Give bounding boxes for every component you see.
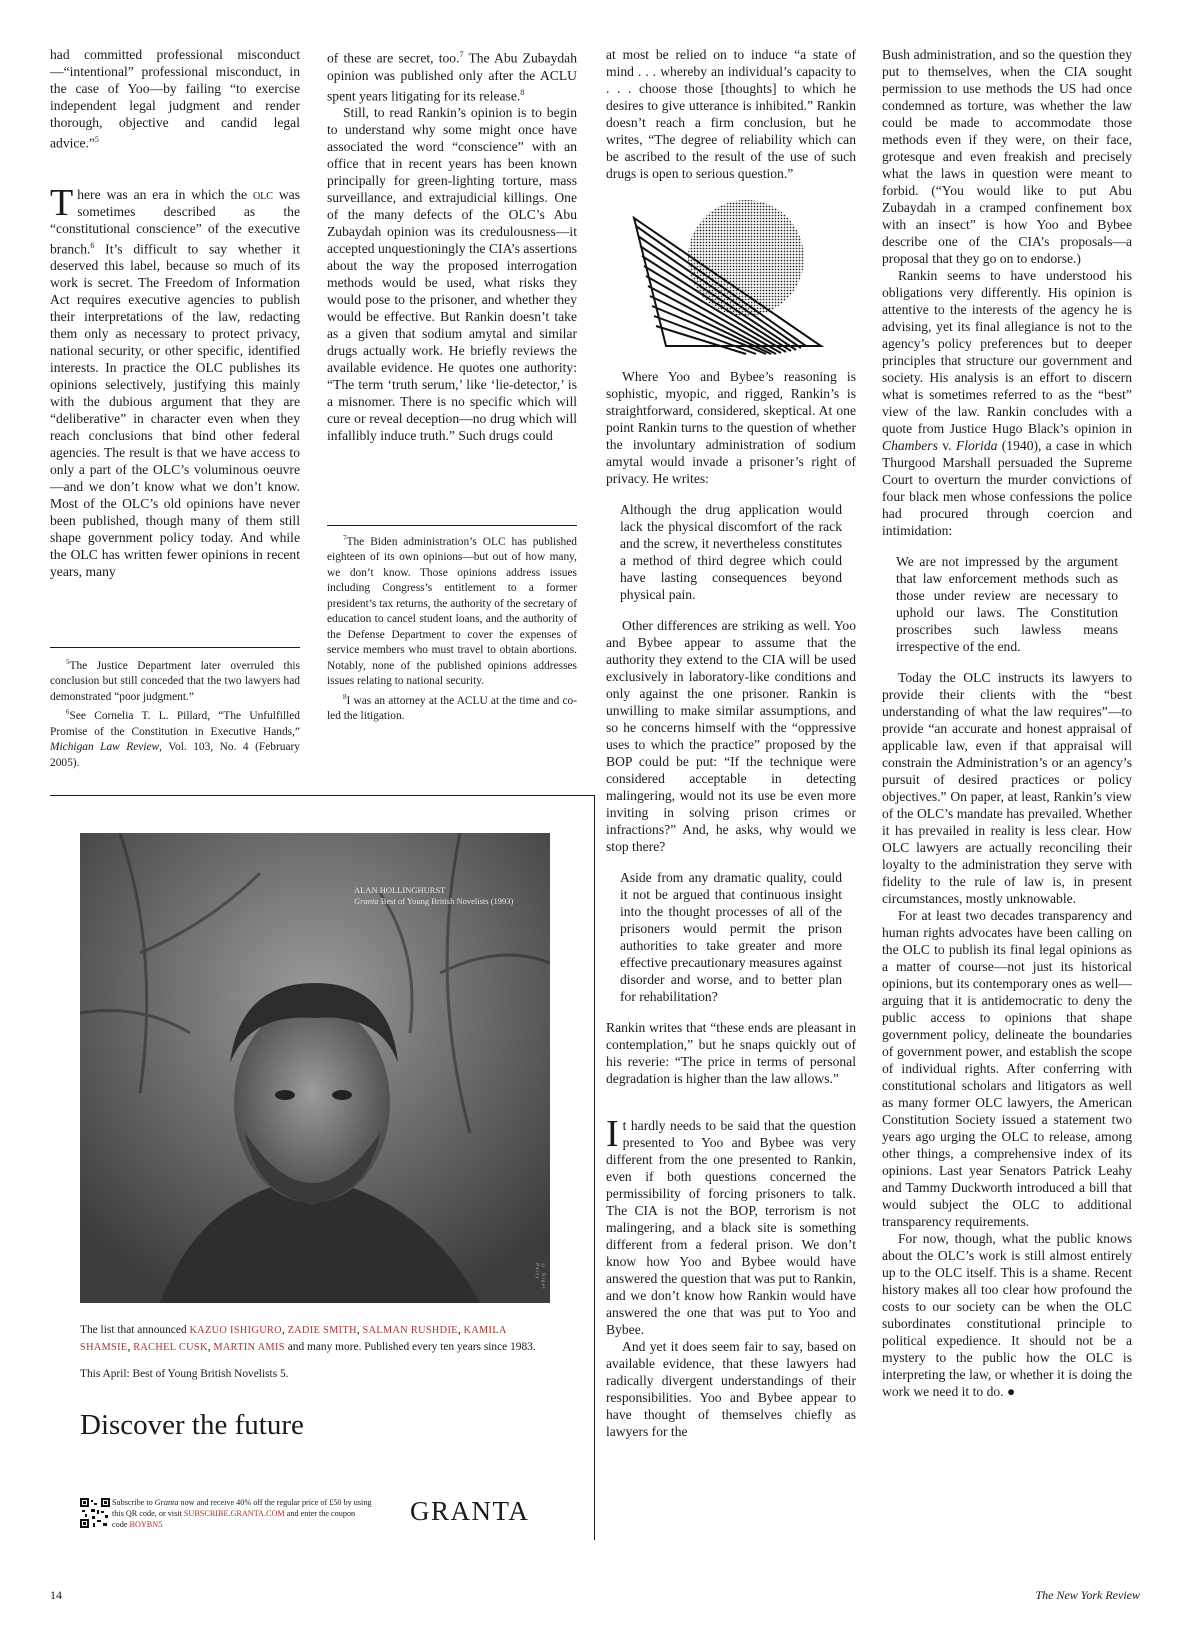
paragraph: Today the OLC instructs its lawyers to provide their clients with the “best understanding of what the law requires”—to provide “an accurate and honest appraisal of applicable law, even if that appraisal will constrain the Administration’s or an agency’s pursuit of desired practices or policy objectives.” On paper, at least, Rankin’s view of the OLC’s mandate has prevailed. Whether it has prevailed in reality is less clear. How OLC lawyers are actually reconciling their loyalty to the administration they serve with fidelity to the rule of law is, in present circumstances, mostly unknowable.	[882, 670, 1132, 906]
paragraph: It hardly needs to be said that the question presented to Yoo and Bybee was very different from the one presented to Rankin, even if both questions concerned the permissibility of forcing prisoners to talk. The CIA is not the BOP, terrorism is not malingering, and a black site is something different from a federal prison. We don’t know how Yoo and Bybee would have answered the question that was put to Rankin, and we don’t know how Rankin would have answered the one that was put to Yoo and Bybee.	[606, 1113, 856, 1337]
author-portrait-photo	[80, 833, 550, 1303]
subscribe-text: Subscribe to Granta now and receive 40% off the regular price of £50 by using this QR code, or visit SUBSCRIBE.GRANTA.COM and enter the coupon code BOYBN5	[112, 1498, 372, 1529]
page-number: 14	[50, 1588, 62, 1602]
end-mark-icon: ●	[1006, 1384, 1016, 1399]
footnote: $^8$I was an attorney at the ACLU at the time and co-led the litigation.	[327, 692, 577, 723]
paragraph: Other differences are striking as well. Yoo and Bybee appear to assume that the authority they extend to the CIA will be used exclusively in laboratory-like conditions and only against the one prisoner. Rankin is unwilling to make similar assumptions, and so he concerns himself with the “oppressive uses to which the practice” proposed by the BOP could be put: “If the technique were considered acceptable in detecting malingering, would not its use be even more inviting in solving prison crimes or infractions?” And, he asks, why would we stop there?	[606, 618, 856, 854]
granta-logo: GRANTA	[410, 1496, 530, 1526]
column-1	[50, 46, 300, 580]
paragraph: Where Yoo and Bybee’s reasoning is sophistic, myopic, and rigged, Rankin’s is straightforward, considered, skeptical. At one point Rankin turns to the question of whether the involuntary administration of sodium amytal would invade a prisoner’s right of privacy. He writes:	[606, 369, 856, 486]
section-divider	[50, 795, 595, 796]
column-3	[606, 46, 856, 1440]
paragraph: at most be relied on to induce “a state of mind . . . whereby an individual’s capacity to . . . choose those [thoughts] to which he desires to give utterance is inhibited.” Rankin doesn’t reach a firm conclusion, but he writes, “The degree of reliability which can be ascribed to the result of the use of such drugs is open to serious question.”	[606, 47, 856, 181]
qr-code-icon[interactable]	[80, 1498, 110, 1528]
paragraph: Bush administration, and so the question they put to themselves, when the CIA sought permission to use methods the US had once condemned as torture, was whether the law could be made to accommodate those methods even if they were, on their face, grotesque and even freakish and precisely what the laws in question were meant to forbid. (“You would like to put Abu Zubaydah in a cramped confinement box with an insect” is how Yoo and Bybee describe one of the CIA’s proposals—a proposal that they go on to endorse.)	[882, 47, 1132, 266]
subscribe-link[interactable]: SUBSCRIBE.GRANTA.COM	[183, 1509, 285, 1518]
publication-name: The New York Review	[1035, 1588, 1140, 1602]
ad-headline: Discover the future	[80, 1409, 304, 1441]
photo-credit: © Nigel Parry	[534, 1263, 546, 1290]
footnote: $^7$The Biden administration’s OLC has published eighteen of its own opinions—but out of how many, we don’t know. Those opinions address issues including Congress’s entitlement to a former president’s tax returns, the authority of the secretary of education to cancel student loans, and the authority of the Defense Department to cover the expenses of service members who must travel to obtain abortions. Notably, none of the published opinions addresses issues relating to national security.	[327, 534, 577, 688]
illustration	[606, 196, 856, 356]
paragraph: There was an era in which the olc was sometimes described as the “constitutional conscience” of the executive branch.$^6$ It’s difficult to say whether it deserved this label, because so much of its work is secret. The Freedom of Information Act requires executive agencies to publish their interpretations of the law, redacting them only as necessary to protect privacy, national security, or other specific, identified interests. In practice the OLC publishes its opinions selectively, justifying this mainly with the dubious argument that they are “deliberative” in character even when they reach conclusions that bind other federal agencies. The result is that we have access to only a part of the OLC’s voluminous oeuvre—and we don’t know what we don’t know. Most of the OLC’s old opinions have never been published, though many of them still shape government policy today. And while the OLC has written fewer opinions in recent years, many	[50, 181, 300, 580]
blockquote: Although the drug application would lack the physical discomfort of the rack and the screw, it nevertheless constitutes a method of third degree which could have lasting consequences beyond physical pain.	[620, 502, 842, 602]
footnote-divider	[327, 525, 577, 526]
paragraph: Rankin writes that “these ends are pleasant in contemplation,” but he snaps quickly out of his reverie: “The price in terms of personal degradation is higher than the law allows.”	[606, 1020, 856, 1086]
paragraph: Still, to read Rankin’s opinion is to begin to understand why some might once have associated the word “conscience” with an office that in recent years has been known principally for green-lighting torture, mass surveillance, and extrajudicial killings. One of the many defects of the OLC’s Abu Zubaydah opinion was its credulousness—it accepted unquestioningly the CIA’s assertions about the way the proposed interrogation methods would be used, what risks they would pose to the prisoner, and whether they would be effective. But Rankin doesn’t take as a given that sodium amytal and similar drugs actually work. He briefly reviews the available evidence. He quotes one authority: “The term ‘truth serum,’ like ‘lie-detector,’ is a misnomer. There is no specific which will cure or reveal deception—no drug which will infallibly induce truth.” Such drugs could	[327, 105, 577, 444]
granta-advertisement[interactable]	[80, 833, 550, 1553]
column-divider	[594, 795, 595, 1540]
drop-cap: I	[606, 1113, 619, 1155]
abstract-illustration-icon	[606, 196, 856, 356]
column-1-footnotes	[50, 655, 300, 771]
paragraph: had committed professional misconduct—“intentional” professional misconduct, in the case of Yoo—by failing “to exercise independent legal judgment and render thorough, objective and candid legal advice.”$^5$	[50, 47, 300, 151]
column-2-footnotes	[327, 531, 577, 725]
paragraph: For at least two decades transparency and human rights advocates have been calling on the OLC to publish its final legal opinions as a matter of course—not just its historical opinions, but its contemporary ones as well—arguing that it is antidemocratic to deny the public access to opinions that shape government policy, delineate the boundaries of government power, and establish the scope of individual rights. After conferring with constitutional scholars and litigators as well as many former OLC lawyers, the American Constitution Society issued a statement two years ago urging the OLC to release, among other things, a comprehensive index of its opinions. Last year Senators Patrick Leahy and Tammy Duckworth introduced a bill that would subject the OLC to additional transparency requirements.	[882, 908, 1132, 1229]
column-2	[327, 46, 577, 444]
column-4	[882, 46, 1132, 1400]
photo-caption: ALAN HOLLINGHURST Granta Best of Young British Novelists (1993)	[354, 885, 514, 906]
blockquote: Aside from any dramatic quality, could it not be argued that continuous insight into the thought processes of all of the prisoners would permit the prison authorities to take greater and more effective precautionary measures against disorder and worse, and to better plan for rehabilitation?	[620, 870, 842, 1004]
footnote-divider	[50, 647, 300, 648]
footnote: $^6$See Cornelia T. L. Pillard, “The Unfulfilled Promise of the Constitution in Executive Hands,” Michigan Law Review, Vol. 103, No. 4 (February 2005).	[50, 708, 301, 769]
paragraph: For now, though, what the public knows about the OLC’s work is still almost entirely up to the OLC itself. This is a shame. Recent history makes all too clear how profound the costs to our society can be when the OLC subordinates constitutional principle to political expedience. It should not be a mystery to the public how the OLC is interpreting the law, or whether it is doing the work we need it to do. ●	[882, 1231, 1132, 1399]
ad-copy: The list that announced KAZUO ISHIGURO, ZADIE SMITH, SALMAN RUSHDIE, KAMILA SHAMSIE, RACHEL CUSK, MARTIN AMIS and many more. Published every ten years since 1983. This April: Best of Young British Novelists 5.	[80, 1324, 536, 1380]
coupon-code: BOYBN5	[129, 1520, 163, 1529]
blockquote: We are not impressed by the argument that law enforcement methods such as those under review are necessary to uphold our laws. The Constitution proscribes such lawless means irrespective of the end.	[896, 554, 1118, 654]
footnote: $^5$The Justice Department later overruled this conclusion but still conceded that the two lawyers had demonstrated “poor judgment.”	[50, 658, 300, 703]
paragraph: Rankin seems to have understood his obligations very differently. His opinion is attentive to the interests of the agency he is advising, yet its final allegiance is not to the agency’s policy preferences but to deeper principles that structure our government and society. His analysis is an effort to discern what is sometimes referred to as the “best” view of the law. Rankin concludes with a quote from Justice Hugo Black’s opinion in Chambers v. Florida (1940), a case in which Thurgood Marshall persuaded the Supreme Court to overturn the murder convictions of four black men whose confessions the police had procured through coercion and intimidation:	[882, 268, 1132, 538]
paragraph: And yet it does seem fair to say, based on available evidence, that these lawyers had radically divergent understandings of their responsibilities. Yoo and Bybee appear to have thought of themselves chiefly as lawyers for the	[606, 1339, 856, 1439]
drop-cap: T	[50, 181, 74, 224]
paragraph: of these are secret, too.$^7$ The Abu Zubaydah opinion was published only after the ACLU spent years litigating for its release.$^8$	[327, 50, 577, 104]
